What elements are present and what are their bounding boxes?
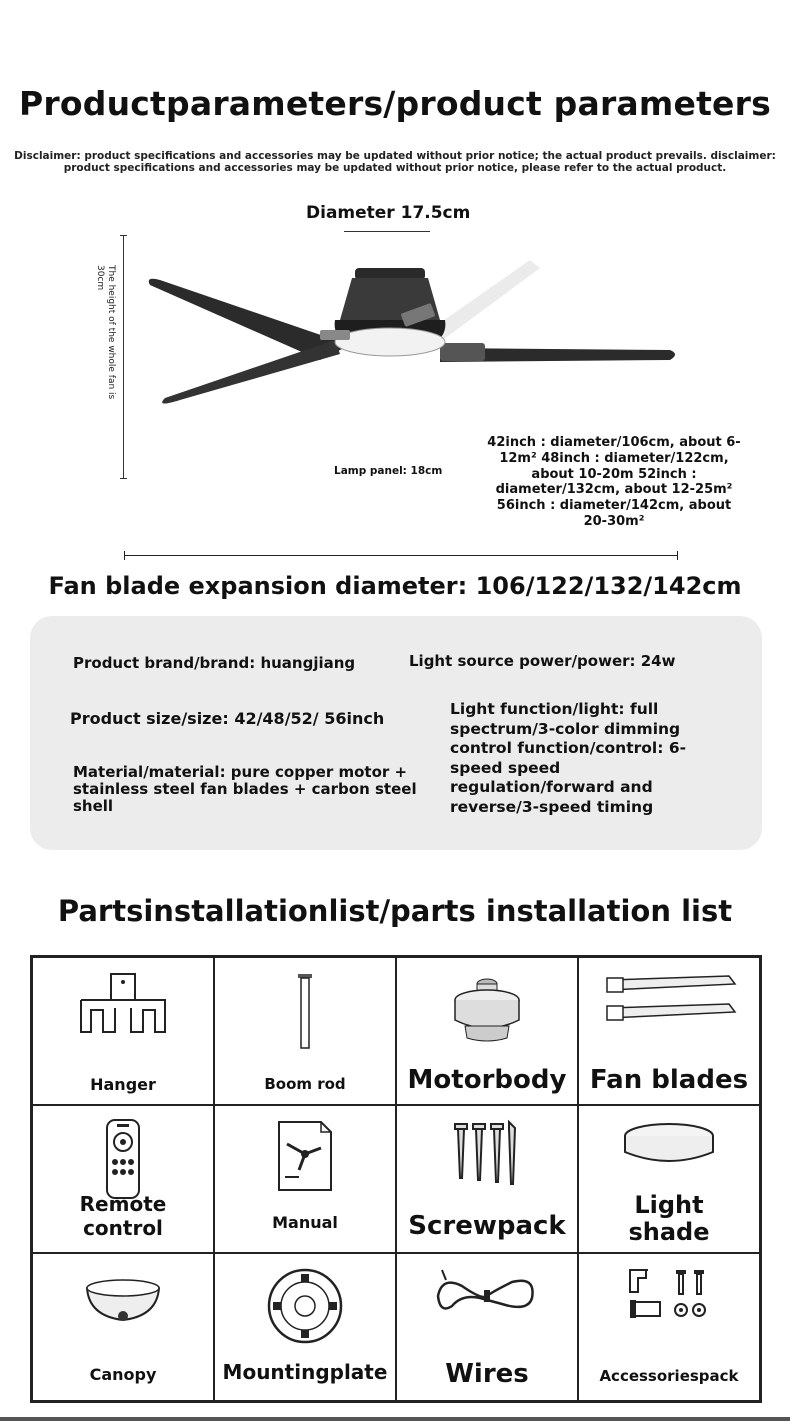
spec-material: Material/material: pure copper motor + stainless steel fan blades + carbon steel shell	[73, 763, 417, 815]
part-motor-body	[396, 957, 578, 1105]
fan-dimension-diagram	[0, 195, 790, 575]
diameter-dimension-line	[344, 231, 430, 232]
spec-function: Light function/light: full spectrum/3-color dimming control function/control: 6-speed speed regulation/forward and reverse/3-speed timing	[450, 700, 687, 816]
part-label: Manual	[272, 1213, 338, 1232]
spec-power: Light source power/power: 24w	[409, 652, 676, 670]
manual-icon	[275, 1118, 335, 1194]
bottom-bar	[0, 1417, 790, 1421]
light-shade-icon	[619, 1118, 719, 1178]
disclaimer-line-2: product specifications and accessories may be updated without prior notice, please refer to the actual product.	[63, 162, 727, 174]
size-note: 42inch : diameter/106cm, about 6-12m² 48inch : diameter/122cm, about 10-20m 52inch : diameter/132cm, about 12-25m² 56inch : diameter/142cm, about 20-30m²	[487, 435, 741, 529]
lamp-panel-label: Lamp panel: 18cm	[334, 465, 443, 477]
part-label: Motorbody	[407, 1065, 567, 1095]
part-screw-pack	[396, 1105, 578, 1253]
part-label: Accessoriespack	[599, 1367, 739, 1385]
part-wires	[396, 1253, 578, 1401]
part-fan-blades	[578, 957, 760, 1105]
part-label: Mountingplate	[222, 1360, 388, 1384]
part-label: Screwpack	[408, 1211, 566, 1241]
specs-panel	[30, 616, 762, 850]
part-label: Canopy	[89, 1365, 157, 1384]
expansion-diameter: Fan blade expansion diameter: 106/122/132/142cm	[48, 572, 742, 600]
part-light-shade	[578, 1105, 760, 1253]
spec-size: Product size/size: 42/48/52/ 56inch	[70, 709, 385, 728]
span-dimension-line	[124, 555, 678, 556]
mounting-plate-icon	[265, 1266, 345, 1346]
part-mounting-plate	[214, 1253, 396, 1401]
part-label: Fan blades	[589, 1065, 749, 1095]
part-label: Hanger	[90, 1075, 156, 1094]
ceiling-fan-image	[140, 250, 680, 410]
part-hanger	[32, 957, 214, 1105]
height-dimension-line	[123, 235, 124, 479]
fan-blades-icon	[599, 970, 739, 1030]
height-label: The height of the whole fan is 30cm	[95, 265, 116, 400]
disclaimer	[14, 150, 776, 174]
canopy-icon	[83, 1266, 163, 1326]
disclaimer-line-1: Disclaimer: product specifications and accessories may be updated without prior notice; the actual product prevails. disclaimer:	[14, 150, 776, 162]
parts-title: Partsinstallationlist/parts installation list	[57, 894, 733, 928]
parts-grid	[30, 955, 762, 1403]
part-label: Boom rod	[264, 1075, 346, 1093]
part-label: Wires	[445, 1359, 529, 1389]
motor-body-icon	[447, 970, 527, 1045]
part-boom-rod	[214, 957, 396, 1105]
spec-brand: Product brand/brand: huangjiang	[73, 654, 356, 672]
hanger-icon	[73, 970, 173, 1040]
remote-control-icon	[103, 1118, 143, 1200]
wires-icon	[432, 1266, 542, 1326]
part-remote-control	[32, 1105, 214, 1253]
accessories-pack-icon	[624, 1266, 714, 1326]
part-label: Remote control	[79, 1192, 167, 1240]
diameter-label: Diameter 17.5cm	[306, 203, 471, 223]
part-canopy	[32, 1253, 214, 1401]
boom-rod-icon	[290, 970, 320, 1050]
part-manual	[214, 1105, 396, 1253]
screw-pack-icon	[447, 1118, 527, 1188]
part-label: Light shade	[628, 1191, 710, 1246]
page-title: Productparameters/product parameters	[19, 84, 771, 123]
part-accessories-pack	[578, 1253, 760, 1401]
